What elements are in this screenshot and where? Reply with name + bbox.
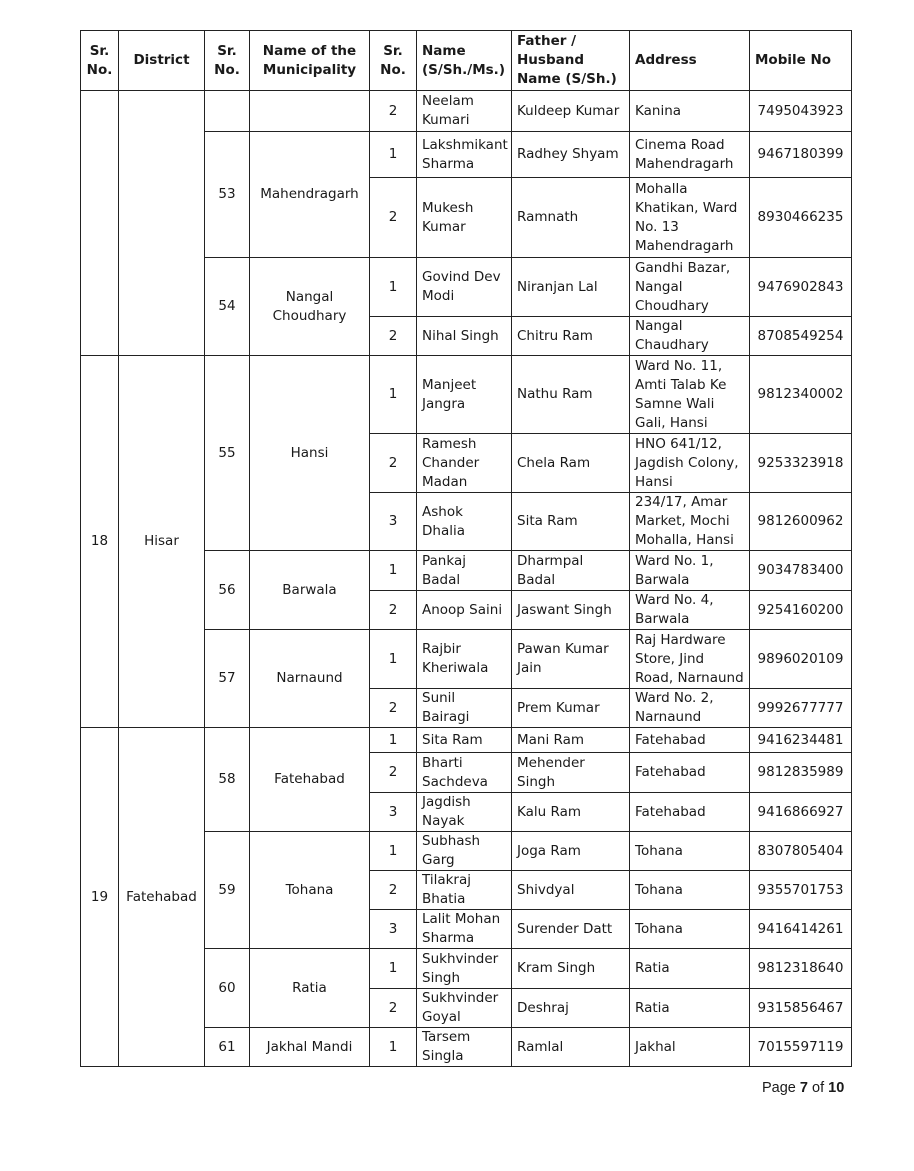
row-mobile: 7495043923	[750, 91, 852, 132]
row-father: Chela Ram	[512, 434, 630, 493]
row-sr: 1	[370, 258, 417, 317]
row-sr: 2	[370, 989, 417, 1028]
header-sr-no: Sr. No.	[81, 31, 119, 91]
row-father: Pawan Kumar Jain	[512, 630, 630, 689]
row-address: Cinema Road Mahendragarh	[630, 132, 750, 178]
page-prefix: Page	[762, 1080, 796, 1096]
row-mobile: 9416866927	[750, 793, 852, 832]
row-name: Jagdish Nayak	[417, 793, 512, 832]
district-name: Hisar	[119, 356, 205, 728]
row-name: Mukesh Kumar	[417, 178, 512, 258]
municipality-sr-cell	[205, 91, 250, 132]
row-father: Mani Ram	[512, 728, 630, 753]
row-name: Subhash Garg	[417, 832, 512, 871]
row-father: Kram Singh	[512, 949, 630, 989]
row-sr: 1	[370, 728, 417, 753]
page-number	[762, 1080, 844, 1096]
page-total: 10	[828, 1080, 845, 1096]
municipality-sr: 60	[205, 949, 250, 1028]
row-father: Sita Ram	[512, 493, 630, 551]
row-address: Ward No. 11, Amti Talab Ke Samne Wali Gali, Hansi	[630, 356, 750, 434]
row-name: Govind Dev Modi	[417, 258, 512, 317]
row-father: Nathu Ram	[512, 356, 630, 434]
row-sr: 1	[370, 1028, 417, 1067]
row-mobile: 8307805404	[750, 832, 852, 871]
row-sr: 2	[370, 689, 417, 728]
row-address: Fatehabad	[630, 793, 750, 832]
row-address: Ratia	[630, 949, 750, 989]
row-mobile: 7015597119	[750, 1028, 852, 1067]
row-mobile: 8930466235	[750, 178, 852, 258]
header-row	[81, 31, 852, 91]
row-name: Nihal Singh	[417, 317, 512, 356]
table-row	[81, 728, 852, 753]
row-sr: 2	[370, 871, 417, 910]
row-mobile: 9896020109	[750, 630, 852, 689]
row-address: 234/17, Amar Market, Mochi Mohalla, Hansi	[630, 493, 750, 551]
district-name-cell	[119, 91, 205, 356]
row-address: Tohana	[630, 832, 750, 871]
row-father: Chitru Ram	[512, 317, 630, 356]
row-sr: 3	[370, 910, 417, 949]
row-father: Jaswant Singh	[512, 591, 630, 630]
header-sr-no-3: Sr. No.	[370, 31, 417, 91]
municipality-name: Hansi	[250, 356, 370, 551]
row-mobile: 9416414261	[750, 910, 852, 949]
row-mobile: 9467180399	[750, 132, 852, 178]
row-address: Ward No. 2, Narnaund	[630, 689, 750, 728]
row-father: Prem Kumar	[512, 689, 630, 728]
row-name: Anoop Saini	[417, 591, 512, 630]
municipality-name: Barwala	[250, 551, 370, 630]
row-address: Ratia	[630, 989, 750, 1028]
municipality-name: Nangal Choudhary	[250, 258, 370, 356]
row-name: Sunil Bairagi	[417, 689, 512, 728]
row-sr: 3	[370, 793, 417, 832]
row-sr: 1	[370, 949, 417, 989]
row-sr: 2	[370, 317, 417, 356]
row-mobile: 9253323918	[750, 434, 852, 493]
row-father: Dharmpal Badal	[512, 551, 630, 591]
row-mobile: 9812318640	[750, 949, 852, 989]
header-municipality: Name of the Municipality	[250, 31, 370, 91]
municipality-name: Tohana	[250, 832, 370, 949]
table-row	[81, 356, 852, 434]
row-father: Ramnath	[512, 178, 630, 258]
row-name: Tilakraj Bhatia	[417, 871, 512, 910]
municipality-sr: 61	[205, 1028, 250, 1067]
row-mobile: 9315856467	[750, 989, 852, 1028]
row-name: Tarsem Singla	[417, 1028, 512, 1067]
header-sr-no-2: Sr. No.	[205, 31, 250, 91]
row-sr: 2	[370, 434, 417, 493]
row-sr: 3	[370, 493, 417, 551]
row-mobile: 8708549254	[750, 317, 852, 356]
row-sr: 2	[370, 91, 417, 132]
row-sr: 2	[370, 591, 417, 630]
row-address: Raj Hardware Store, Jind Road, Narnaund	[630, 630, 750, 689]
row-mobile: 9416234481	[750, 728, 852, 753]
table-row	[81, 91, 852, 132]
municipality-name: Fatehabad	[250, 728, 370, 832]
municipality-sr: 57	[205, 630, 250, 728]
row-sr: 1	[370, 356, 417, 434]
page-current: 7	[799, 1080, 808, 1096]
row-sr: 1	[370, 832, 417, 871]
row-father: Mehender Singh	[512, 753, 630, 793]
row-name: Sukhvinder Goyal	[417, 989, 512, 1028]
row-mobile: 9812340002	[750, 356, 852, 434]
row-sr: 1	[370, 551, 417, 591]
row-address: Tohana	[630, 871, 750, 910]
row-name: Manjeet Jangra	[417, 356, 512, 434]
district-sr: 18	[81, 356, 119, 728]
header-mobile: Mobile No	[750, 31, 852, 91]
row-father: Surender Datt	[512, 910, 630, 949]
row-mobile: 9812835989	[750, 753, 852, 793]
municipality-name: Narnaund	[250, 630, 370, 728]
row-name: Sita Ram	[417, 728, 512, 753]
municipality-sr: 54	[205, 258, 250, 356]
municipality-name: Mahendragarh	[250, 132, 370, 258]
row-name: Neelam Kumari	[417, 91, 512, 132]
header-name: Name (S/Sh./Ms.)	[417, 31, 512, 91]
municipality-name: Ratia	[250, 949, 370, 1028]
row-father: Kuldeep Kumar	[512, 91, 630, 132]
row-mobile: 9812600962	[750, 493, 852, 551]
municipality-sr: 58	[205, 728, 250, 832]
header-address: Address	[630, 31, 750, 91]
row-mobile: 9355701753	[750, 871, 852, 910]
municipality-sr: 53	[205, 132, 250, 258]
row-address: Fatehabad	[630, 753, 750, 793]
row-address: Kanina	[630, 91, 750, 132]
district-sr: 19	[81, 728, 119, 1067]
row-address: Gandhi Bazar, Nangal Choudhary	[630, 258, 750, 317]
row-father: Kalu Ram	[512, 793, 630, 832]
row-father: Ramlal	[512, 1028, 630, 1067]
municipality-name: Jakhal Mandi	[250, 1028, 370, 1067]
row-father: Joga Ram	[512, 832, 630, 871]
row-name: Bharti Sachdeva	[417, 753, 512, 793]
row-sr: 2	[370, 178, 417, 258]
row-father: Shivdyal	[512, 871, 630, 910]
row-name: Ashok Dhalia	[417, 493, 512, 551]
row-name: Rajbir Kheriwala	[417, 630, 512, 689]
municipality-name-cell	[250, 91, 370, 132]
row-address: Ward No. 4, Barwala	[630, 591, 750, 630]
municipality-sr: 55	[205, 356, 250, 551]
row-name: Pankaj Badal	[417, 551, 512, 591]
row-address: Tohana	[630, 910, 750, 949]
row-sr: 2	[370, 753, 417, 793]
district-sr-cell	[81, 91, 119, 356]
row-father: Niranjan Lal	[512, 258, 630, 317]
header-father: Father / Husband Name (S/Sh.)	[512, 31, 630, 91]
row-name: Ramesh Chander Madan	[417, 434, 512, 493]
row-address: HNO 641/12, Jagdish Colony, Hansi	[630, 434, 750, 493]
members-table	[80, 30, 852, 1067]
row-sr: 1	[370, 132, 417, 178]
row-address: Nangal Chaudhary	[630, 317, 750, 356]
district-name: Fatehabad	[119, 728, 205, 1067]
row-address: Fatehabad	[630, 728, 750, 753]
row-mobile: 9476902843	[750, 258, 852, 317]
row-address: Ward No. 1, Barwala	[630, 551, 750, 591]
row-name: Sukhvinder Singh	[417, 949, 512, 989]
row-address: Mohalla Khatikan, Ward No. 13 Mahendragarh	[630, 178, 750, 258]
row-mobile: 9992677777	[750, 689, 852, 728]
row-name: Lakshmikant Sharma	[417, 132, 512, 178]
row-mobile: 9254160200	[750, 591, 852, 630]
header-district: District	[119, 31, 205, 91]
municipality-sr: 56	[205, 551, 250, 630]
municipality-sr: 59	[205, 832, 250, 949]
row-address: Jakhal	[630, 1028, 750, 1067]
row-sr: 1	[370, 630, 417, 689]
row-name: Lalit Mohan Sharma	[417, 910, 512, 949]
row-father: Radhey Shyam	[512, 132, 630, 178]
row-mobile: 9034783400	[750, 551, 852, 591]
page-sep: of	[812, 1080, 825, 1096]
row-father: Deshraj	[512, 989, 630, 1028]
